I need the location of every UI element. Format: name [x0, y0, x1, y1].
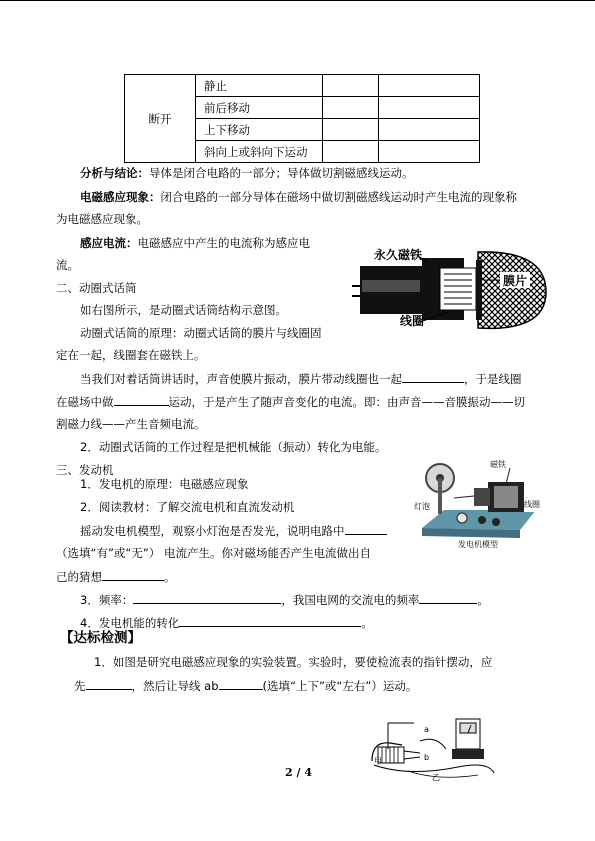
analysis-label: 分析与结论：: [80, 166, 149, 180]
apparatus-label-b: b: [424, 753, 430, 762]
q1-line1: 1．如图是研究电磁感应现象的实验装置。实验时，要使检流表的指针摆动，应: [94, 655, 493, 669]
section3-item4: [80, 615, 373, 630]
text-span: 3．频率：: [80, 593, 134, 607]
section2-p3-line1: [80, 371, 522, 386]
experiment-table: [124, 74, 480, 163]
coil-label: 线圈: [400, 314, 425, 328]
table-cell: 前后移动: [196, 97, 323, 119]
text-span: 在磁场中做: [56, 395, 114, 409]
text-span: 摇动发电机模型，观察小灯泡是否发光，说明电路中: [80, 524, 345, 538]
table-cell-empty: [323, 141, 379, 163]
microphone-diagram: [348, 240, 548, 330]
section2-p4: 2．动圈式话筒的工作过程是把机械能（振动）转化为电能。: [80, 440, 387, 454]
table-cell-empty: [323, 119, 379, 141]
text-span: 己的猜想: [56, 570, 102, 584]
table-cell-empty: [379, 75, 480, 97]
section3-item3: [80, 592, 489, 607]
emi-label: 电磁感应现象：: [80, 190, 161, 204]
text-span: ，我国电网的交流电的频率: [281, 593, 420, 607]
diaphragm-label: 膜片: [503, 274, 528, 288]
q1-line2: [74, 678, 417, 693]
fill-blank[interactable]: [402, 371, 464, 383]
magnet-label: 永久磁铁: [374, 248, 423, 262]
text-span: 4．发电机能的转化: [80, 616, 180, 630]
text-span: 。: [361, 616, 373, 630]
induced-line1: 电磁感应中产生的电流称为感应电: [137, 236, 310, 250]
table-cell-empty: [379, 97, 480, 119]
table-cell-empty: [323, 75, 379, 97]
section3-p1-line2: （选填“有”或“无”） 电流产生。你对磁场能否产生电流做出自: [56, 546, 371, 560]
table-cell-empty: [379, 141, 480, 163]
apparatus-label-yi: 乙: [432, 773, 440, 782]
fill-blank[interactable]: [133, 592, 281, 604]
text-span: ，于是线圈: [464, 372, 522, 386]
section3-p1-line3: [56, 569, 176, 584]
generator-coil-label: 线圈: [524, 498, 540, 512]
page-number: 2 / 4: [285, 766, 312, 779]
table-cell-empty: [379, 119, 480, 141]
section2-p3-line2: [56, 394, 525, 409]
table-cell-empty: [323, 97, 379, 119]
analysis-text: 导体是闭合电路的一部分；导体做切割磁感线运动。: [149, 166, 414, 180]
text-span: 。: [164, 570, 176, 584]
generator-caption: 发电机模型: [458, 540, 498, 549]
fill-blank[interactable]: [102, 569, 164, 581]
fill-blank[interactable]: [114, 394, 169, 406]
fill-blank[interactable]: [86, 678, 132, 690]
section3-item2: 2．阅读教材：了解交流电机和直流发动机: [80, 500, 295, 514]
text-span: ，然后让导线 ab: [131, 679, 219, 693]
table-cell: 上下移动: [196, 119, 323, 141]
test-heading: 【达标检测】: [60, 630, 141, 646]
section3-item1: 1．发电机的原理：电磁感应现象: [80, 477, 249, 491]
section3-p1-line1: [80, 523, 387, 538]
fill-blank[interactable]: [419, 592, 477, 604]
table-row: [125, 75, 480, 97]
text-span: 当我们对着话筒讲话时，声音使膜片振动，膜片带动线圈也一起: [80, 372, 402, 386]
table-cell: 斜向上或斜向下运动: [196, 141, 323, 163]
table-group-label: 断开: [125, 75, 196, 163]
table-cell: 静止: [196, 75, 323, 97]
section2-p2-line2: 定在一起，线圈套在磁铁上。: [56, 348, 206, 362]
induced-paragraph: [80, 236, 310, 250]
section3-title: 三、发动机: [56, 463, 114, 477]
text-span: (选填“上下”或“左右”）运动。: [262, 679, 418, 693]
induced-line2: 流。: [56, 258, 79, 272]
emi-paragraph: [80, 190, 517, 204]
emi-line2: 为电磁感应现象。: [56, 212, 148, 226]
em-induction-apparatus: [368, 715, 498, 787]
generator-lamp-label: 灯泡: [414, 500, 430, 514]
emi-line1: 闭合电路的一部分导体在磁场中做切割磁感线运动时产生电流的现象称: [160, 190, 517, 204]
apparatus-label-a: a: [424, 725, 429, 734]
page-top-rule: [0, 0, 595, 1]
induced-label: 感应电流：: [80, 236, 138, 250]
fill-blank[interactable]: [345, 523, 387, 535]
section2-p1: 如右图所示，是动圈式话筒结构示意图。: [80, 303, 287, 317]
section2-title: 二、动圈式话筒: [56, 281, 137, 295]
fill-blank[interactable]: [219, 678, 263, 690]
text-span: 运动，于是产生了随声音变化的电流。即：由声音——音膜振动——切: [168, 395, 525, 409]
text-span: 先: [74, 679, 86, 693]
analysis-paragraph: [80, 166, 414, 180]
section2-p2-line1: 动圈式话筒的原理：动圈式话筒的膜片与线圈固: [80, 326, 322, 340]
generator-magnet-label: 磁铁: [490, 458, 506, 472]
section2-p3-line3: 割磁力线——产生音频电流。: [56, 417, 206, 431]
fill-blank[interactable]: [179, 615, 361, 627]
text-span: 。: [477, 593, 489, 607]
generator-photo: [414, 458, 544, 550]
apparatus-label-jia: 甲: [374, 757, 382, 766]
